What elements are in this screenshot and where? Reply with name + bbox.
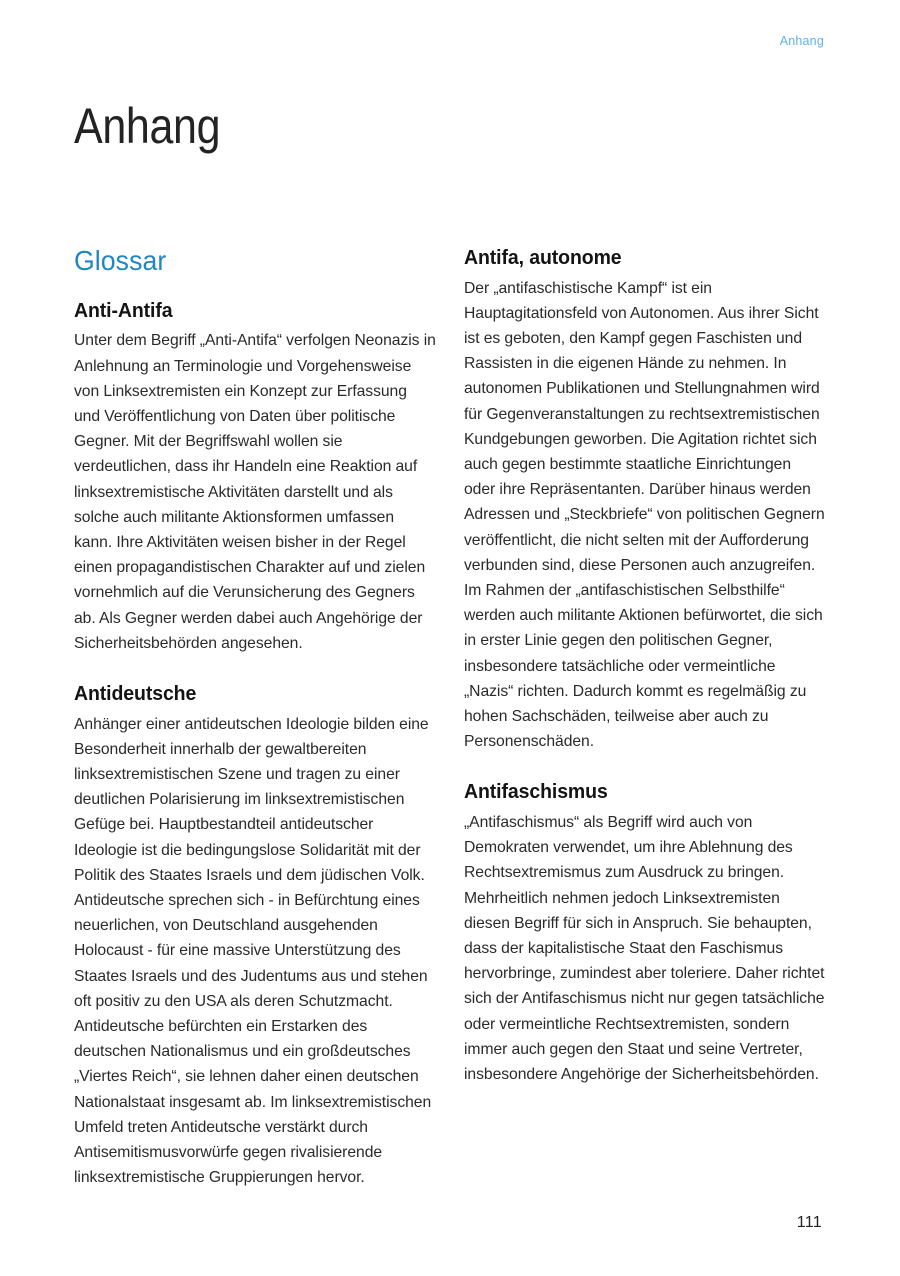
glossary-term: Antifaschismus (464, 780, 608, 804)
glossary-definition: Der „antifaschistische Kampf“ ist ein Hauptagitationsfeld von Autonomen. Aus ihrer Sicht ist es geboten, den Kampf gegen Faschisten und Rassisten in die eigenen Hände zu nehmen. In autonomen Publikationen und Stellungnahmen wird für Gegenveranstaltungen zu rechtsextremistischen Kundgebungen geworben. Die Agitation richtet sich auch gegen bestimmte staatliche Einrichtungen oder ihre Repräsentanten. Darüber hinaus werden Adressen und „Steckbriefe“ von politischen Gegnern veröffentlicht, die nicht selten mit der Aufforderung verbunden sind, diese Personen auch anzugreifen. Im Rahmen der „antifaschistischen Selbsthilfe“ werden auch militante Aktionen befürwortet, die sich in erster Linie gegen den politischen Gegner, insbesondere tatsächliche oder vermeintliche „Nazis“ richten. Dadurch kommt es regelmäßig zu hohen Sachschäden, teilweise aber auch zu Personenschäden. (464, 279, 825, 751)
glossary-term: Antifa, autonome (464, 246, 622, 269)
glossary-term: Anti-Antifa (74, 298, 173, 322)
section-heading-glossar: Glossar (74, 245, 167, 276)
glossary-term: Antideutsche (74, 682, 197, 706)
running-header: Anhang (779, 34, 824, 48)
page-title: Anhang (74, 97, 221, 154)
glossary-entry (74, 682, 436, 1190)
glossary-entry (464, 246, 826, 754)
glossary-entry (74, 299, 436, 656)
glossary-definition: „Antifaschismus“ als Begriff wird auch von Demokraten verwendet, um ihre Ablehnung des Rechtsextremismus zum Ausdruck zu bringen. Mehrheitlich nehmen jedoch Linksextremisten diesen Begriff für sich in Anspruch. Sie behaupten, dass der kapitalistische Staat den Faschismus hervorbringe, zumindest aber toleriere. Daher richtet sich der Antifaschismus nicht nur gegen tatsächliche oder vermeintliche Rechtsextremisten, sondern immer auch gegen den Staat und seine Vertreter, insbesondere Angehörige der Sicherheitsbehörden. (464, 814, 825, 1084)
two-column-body (74, 246, 826, 1190)
glossary-definition: Unter dem Begriff „Anti-Antifa“ verfolgen Neonazis in Anlehnung an Terminologie und Vorgehensweise von Linksextremisten ein Konzept zur Erfassung und Veröffentlichung von Daten über politische Gegner. Mit der Begriffswahl wollen sie verdeutlichen, dass ihr Handeln eine Reaktion auf linksextremistische Aktivitäten darstellt und als solche auch militante Aktionsformen umfassen kann. Ihre Aktivitäten weisen bisher in der Regel einen propagandistischen Charakter auf und zielen vornehmlich auf die Verunsicherung des Gegners ab. Als Gegner werden dabei auch Angehörige der Sicherheitsbehörden angesehen. (74, 332, 436, 652)
column-left (74, 246, 436, 1190)
glossary-definition: Anhänger einer antideutschen Ideologie bilden eine Besonderheit innerhalb der gewaltbereiten linksextremistischen Szene und tragen zu einer deutlichen Polarisierung im linksextremistischen Gefüge bei. Hauptbestandteil antideutscher Ideologie ist die bedingungslose Solidarität mit der Politik des Staates Israels und dem jüdischen Volk. Antideutsche sprechen sich - in Befürchtung eines neuerlichen, von Deutschland ausgehenden Holocaust - für eine massive Unterstützung des Staates Israels und des Judentums aus und stehen oft positiv zu den USA als deren Schutzmacht. Antideutsche befürchten ein Erstarken des deutschen Nationalismus und ein großdeutsches „Viertes Reich“, sie lehnen daher einen deutschen Nationalstaat insgesamt ab. Im linksextremistischen Umfeld treten Antideutsche verstärkt durch Antisemitismusvorwürfe gegen rivalisierende linksextremistische Gruppierungen hervor. (74, 715, 432, 1187)
column-right (464, 246, 826, 1087)
glossary-entry (464, 780, 826, 1087)
page-number: 111 (796, 1214, 822, 1231)
